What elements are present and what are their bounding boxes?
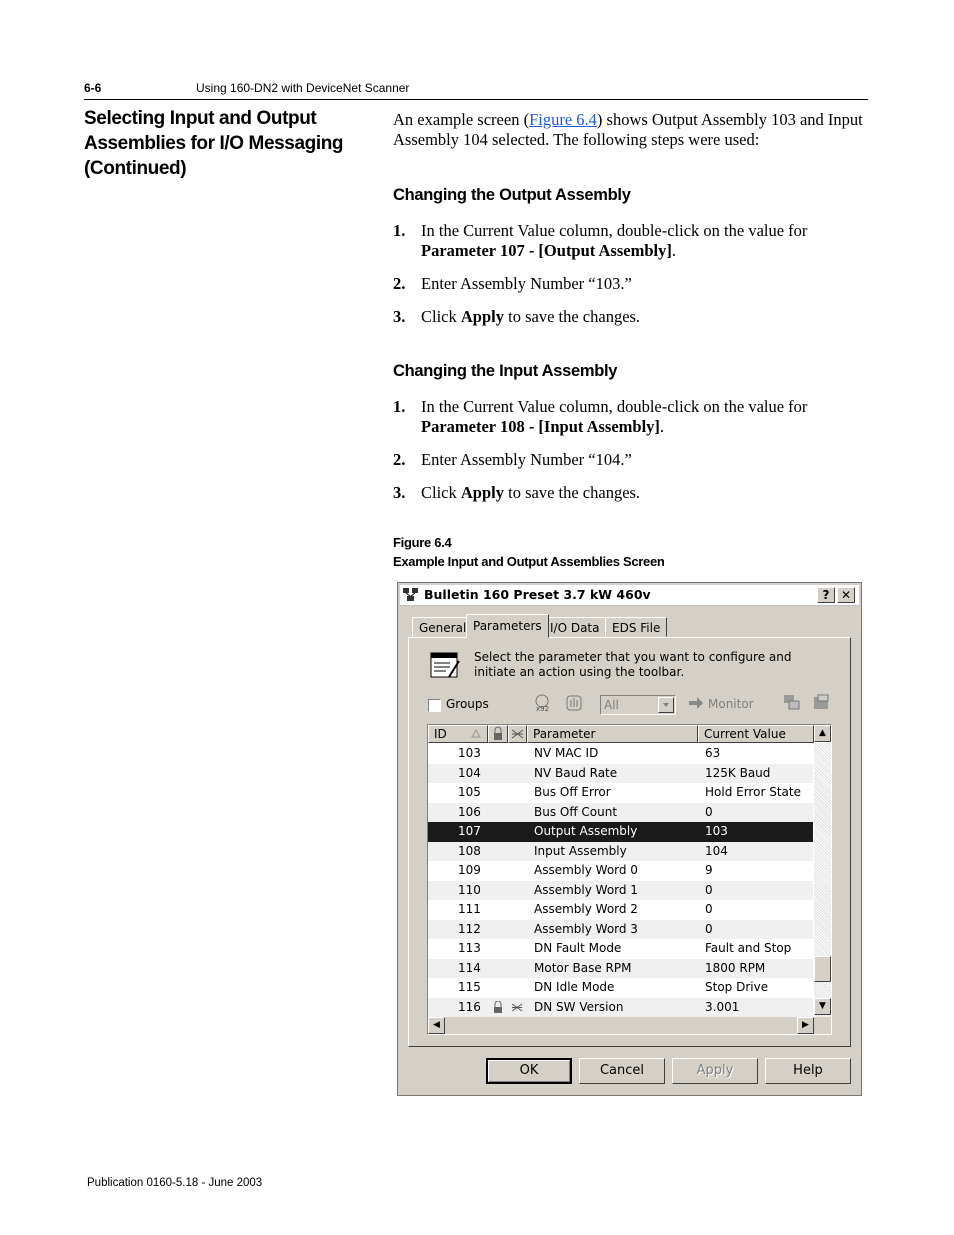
dialog-title: Bulletin 160 Preset 3.7 kW 460v: [424, 587, 651, 602]
cell-id: 116: [458, 999, 481, 1014]
step-number: 1.: [393, 397, 406, 416]
cell-parameter: Output Assembly: [534, 824, 638, 838]
table-row[interactable]: [428, 900, 813, 920]
cell-current-value[interactable]: 0: [705, 902, 713, 916]
cell-parameter: Assembly Word 1: [534, 882, 638, 897]
table-row[interactable]: [428, 920, 813, 940]
table-row[interactable]: [428, 959, 813, 979]
svg-text:x92: x92: [536, 705, 550, 713]
instruction-text: Select the parameter that you want to configure and initiate an action using the toolbar.: [474, 650, 792, 679]
scroll-thumb[interactable]: [814, 956, 831, 982]
cell-parameter: NV Baud Rate: [534, 765, 618, 780]
cell-parameter: Bus Off Error: [534, 785, 611, 799]
column-header-link[interactable]: [508, 725, 527, 743]
link-icon: [509, 726, 526, 742]
tab-parameters[interactable]: Parameters: [466, 614, 549, 638]
cell-current-value[interactable]: 0: [705, 921, 713, 936]
hand-icon[interactable]: [564, 693, 584, 713]
table-row[interactable]: [428, 783, 813, 803]
scroll-up-button[interactable]: ▲: [814, 725, 831, 742]
column-header-parameter[interactable]: Parameter: [527, 725, 698, 743]
cell-parameter: Assembly Word 3: [534, 921, 638, 936]
table-row[interactable]: [428, 822, 813, 842]
arrow-right-icon: [688, 696, 704, 710]
column-header-current-value[interactable]: Current Value: [698, 725, 814, 743]
intro-paragraph: [393, 110, 863, 150]
link-icon: [511, 1001, 523, 1014]
table-row[interactable]: [428, 744, 813, 764]
step-text: In the Current Value column, double-click on the value for Parameter 108 - [Input Assembly].: [421, 397, 808, 436]
cell-id: 113: [458, 941, 481, 955]
table-row[interactable]: [428, 861, 813, 881]
running-title: Using 160-DN2 with DeviceNet Scanner: [196, 81, 410, 95]
scroll-left-button[interactable]: ◀: [428, 1017, 445, 1034]
step-number: 3.: [393, 483, 406, 502]
step-number: 2.: [393, 274, 406, 293]
column-header-id[interactable]: ID: [428, 725, 488, 743]
cell-current-value[interactable]: 9: [705, 863, 713, 877]
cell-id: 104: [458, 765, 481, 780]
step-number: 1.: [393, 221, 406, 240]
cell-id: 108: [458, 843, 481, 858]
cell-parameter: DN Fault Mode: [534, 941, 622, 955]
scroll-right-button[interactable]: ▶: [797, 1017, 814, 1034]
table-row[interactable]: [428, 978, 813, 998]
cell-id: 110: [458, 882, 481, 897]
close-button[interactable]: ✕: [837, 587, 855, 603]
column-header-lock[interactable]: [488, 725, 508, 743]
cell-current-value[interactable]: Fault and Stop: [705, 941, 792, 955]
configure-sheet-icon: [430, 651, 462, 681]
output-heading: Changing the Output Assembly: [393, 186, 631, 204]
figure-number: Figure 6.4: [393, 535, 452, 550]
step-text: Click Apply to save the changes.: [421, 483, 641, 502]
section-title: Selecting Input and Output Assemblies for I/O Messaging (Continued): [84, 108, 344, 179]
step-text: Enter Assembly Number “103.”: [421, 274, 632, 293]
cell-parameter: DN SW Version: [534, 999, 624, 1014]
apply-button[interactable]: Apply: [672, 1058, 758, 1084]
tab-eds-file[interactable]: EDS File: [605, 617, 667, 637]
lock-icon: [492, 1001, 504, 1014]
cell-id: 106: [458, 804, 481, 819]
cell-parameter: NV MAC ID: [534, 746, 599, 760]
cell-current-value[interactable]: 0: [705, 882, 713, 897]
groups-label: Groups: [446, 697, 489, 711]
table-row[interactable]: [428, 764, 813, 784]
page-number: 6-6: [84, 81, 102, 95]
vertical-scrollbar[interactable]: [814, 728, 831, 1017]
cancel-button[interactable]: Cancel: [579, 1058, 665, 1084]
cell-current-value[interactable]: 1800 RPM: [705, 960, 766, 975]
step-number: 3.: [393, 307, 406, 326]
tab-io-data[interactable]: I/O Data: [543, 617, 607, 637]
step-text: In the Current Value column, double-click on the value for Parameter 107 - [Output Assembly].: [421, 221, 808, 260]
ok-button[interactable]: OK: [486, 1058, 572, 1084]
parameters-dialog: [397, 582, 862, 1096]
table-row[interactable]: [428, 939, 813, 959]
cell-id: 111: [458, 902, 481, 916]
cell-current-value[interactable]: 63: [705, 746, 721, 760]
tab-general[interactable]: General: [412, 617, 473, 637]
groups-checkbox[interactable]: [428, 699, 441, 712]
step-text: Enter Assembly Number “104.”: [421, 450, 632, 469]
intro-text-after: ) shows Output Assembly 103 and Input Assembly 104 selected. The following steps were used:: [393, 110, 863, 149]
cell-parameter: Motor Base RPM: [534, 960, 632, 975]
header-rule: [84, 99, 868, 100]
sort-up-icon: [471, 729, 481, 739]
step-text: Click Apply to save the changes.: [421, 307, 641, 326]
cell-id: 112: [458, 921, 481, 936]
table-row[interactable]: [428, 998, 813, 1018]
lock-icon: [489, 726, 507, 742]
publication-footer: Publication 0160-5.18 - June 2003: [87, 1177, 263, 1189]
figure-link[interactable]: Figure 6.4: [529, 110, 597, 129]
input-heading: Changing the Input Assembly: [393, 362, 618, 380]
cell-current-value[interactable]: Stop Drive: [705, 980, 769, 994]
scroll-corner: [814, 1017, 831, 1034]
cell-id: 114: [458, 960, 481, 975]
cell-parameter: Input Assembly: [534, 843, 627, 858]
cell-id: 107: [458, 824, 481, 838]
cell-current-value[interactable]: 125K Baud: [705, 765, 771, 780]
figure-caption: Example Input and Output Assemblies Screen: [393, 554, 665, 569]
cell-current-value[interactable]: 103: [705, 824, 728, 838]
network-app-icon: [402, 587, 420, 602]
compare-icon[interactable]: [532, 693, 552, 713]
download-icon[interactable]: [782, 693, 802, 713]
table-row[interactable]: [428, 842, 813, 862]
group-filter-select[interactable]: [600, 695, 676, 715]
upload-icon[interactable]: [812, 693, 832, 713]
table-row[interactable]: [428, 803, 813, 823]
cell-current-value[interactable]: Hold Error State: [705, 785, 801, 799]
chevron-down-icon[interactable]: [658, 697, 674, 713]
parameter-grid[interactable]: [427, 724, 832, 1035]
cell-current-value[interactable]: 3.001: [705, 999, 740, 1014]
table-row[interactable]: [428, 881, 813, 901]
group-filter-value: All: [604, 698, 619, 712]
monitor-button[interactable]: Monitor: [708, 697, 754, 711]
dialog-titlebar[interactable]: [400, 585, 859, 606]
horizontal-scrollbar[interactable]: [428, 1017, 814, 1034]
step-number: 2.: [393, 450, 406, 469]
cell-id: 109: [458, 863, 481, 877]
cell-current-value[interactable]: 0: [705, 804, 713, 819]
cell-id: 115: [458, 980, 481, 994]
cell-parameter: Assembly Word 0: [534, 863, 638, 877]
help-question-button[interactable]: ?: [817, 587, 835, 603]
intro-text-before: An example screen (: [393, 110, 530, 129]
cell-parameter: Assembly Word 2: [534, 902, 638, 916]
cell-id: 103: [458, 746, 481, 760]
cell-id: 105: [458, 785, 481, 799]
scroll-down-button[interactable]: ▼: [814, 998, 831, 1015]
cell-current-value[interactable]: 104: [705, 843, 728, 858]
cell-parameter: Bus Off Count: [534, 804, 618, 819]
cell-parameter: DN Idle Mode: [534, 980, 615, 994]
help-button[interactable]: Help: [765, 1058, 851, 1084]
